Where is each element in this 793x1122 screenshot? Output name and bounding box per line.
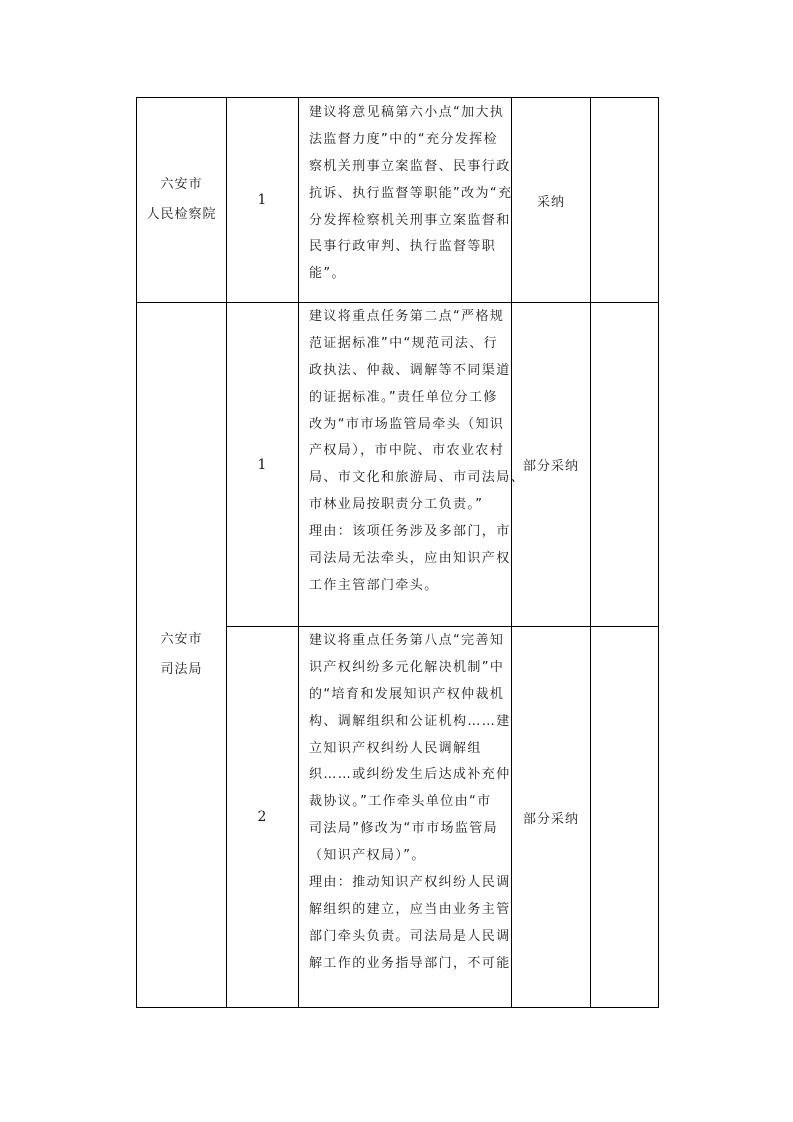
content-line: 分发挥检察机关刑事立案监督和 xyxy=(309,212,511,228)
unit-name-line: 司法局 xyxy=(160,662,203,677)
content-line: 产权局），市中院、市农业农村 xyxy=(309,443,505,459)
content-line: 司法局”修改为“市市场监管局 xyxy=(309,821,499,837)
content-line: （知识产权局）”。 xyxy=(309,848,426,864)
item-number: 1 xyxy=(257,456,268,473)
content-line: 的证据标准。”责任单位分工修 xyxy=(309,389,498,405)
unit-name-line: 六安市 xyxy=(160,632,203,647)
content-line: 范证据标准”中“规范司法、行 xyxy=(309,335,499,351)
content-line: 民事行政审判、执行监督等职 xyxy=(309,239,497,255)
content-line: 工作主管部门牵头。 xyxy=(309,577,439,593)
content-line: 识产权纠纷多元化解决机制”中 xyxy=(309,659,505,675)
item-number: 2 xyxy=(257,809,268,825)
remark-cell xyxy=(591,627,658,1007)
content-line: 裁协议。”工作牵头单位由“市 xyxy=(309,794,492,810)
content-line: 解工作的业务指导部门，不可能 xyxy=(309,955,511,971)
content-line: 建议将重点任务第二点“严格规 xyxy=(309,309,505,324)
content-line: 理由：推动知识产权纠纷人民调 xyxy=(309,875,511,891)
remark-cell xyxy=(591,303,658,626)
content-line: 法监督力度”中的“充分发挥检 xyxy=(309,131,499,147)
opinion-content xyxy=(309,304,525,600)
content-line: 建议将重点任务第八点“完善知 xyxy=(309,633,505,648)
opinion-content xyxy=(309,100,512,288)
content-line: 司法局无法牵头，应由知识产权 xyxy=(309,551,511,567)
unit-cell xyxy=(137,98,226,302)
adoption-status: 部分采纳 xyxy=(522,459,579,474)
content-line: 立知识产权纠纷人民调解组 xyxy=(309,740,482,756)
col-divider-2 xyxy=(298,97,299,1008)
adoption-status: 部分采纳 xyxy=(522,811,579,827)
unit-name-line: 人民检察院 xyxy=(146,207,217,222)
content-line: 察机关刑事立案监督、民事行政 xyxy=(309,158,511,174)
unit-name-line: 六安市 xyxy=(160,177,203,192)
content-line: 市林业局按职责分工负责。” xyxy=(309,497,484,513)
content-line: 部门牵头负责。司法局是人民调 xyxy=(309,928,511,944)
content-line: 抗诉、执行监督等职能”改为“充 xyxy=(309,185,513,201)
table-border-right xyxy=(658,97,659,1008)
item-number: 1 xyxy=(257,192,268,208)
content-line: 理由：该项任务涉及多部门，市 xyxy=(309,524,511,540)
unit-cell xyxy=(137,303,226,1007)
adoption-status: 采纳 xyxy=(536,194,565,210)
remark-cell xyxy=(591,98,658,302)
content-line: 构、调解组织和公证机构……建 xyxy=(309,713,511,729)
content-line: 解组织的建立，应当由业务主管 xyxy=(309,901,511,917)
content-line: 能”。 xyxy=(309,266,346,282)
table-border-bottom xyxy=(136,1007,659,1008)
content-line: 织……或纠纷发生后达成补充仲 xyxy=(309,767,511,783)
content-line: 改为“市市场监管局牵头（知识 xyxy=(309,416,505,432)
content-line: 的“培育和发展知识产权仲裁机 xyxy=(309,686,505,702)
opinion-content xyxy=(309,628,511,978)
content-line: 政执法、仲裁、调解等不同渠道 xyxy=(309,362,511,378)
content-line: 局、市文化和旅游局、市司法局、 xyxy=(309,470,526,486)
content-line: 建议将意见稿第六小点“加大执 xyxy=(309,105,505,120)
